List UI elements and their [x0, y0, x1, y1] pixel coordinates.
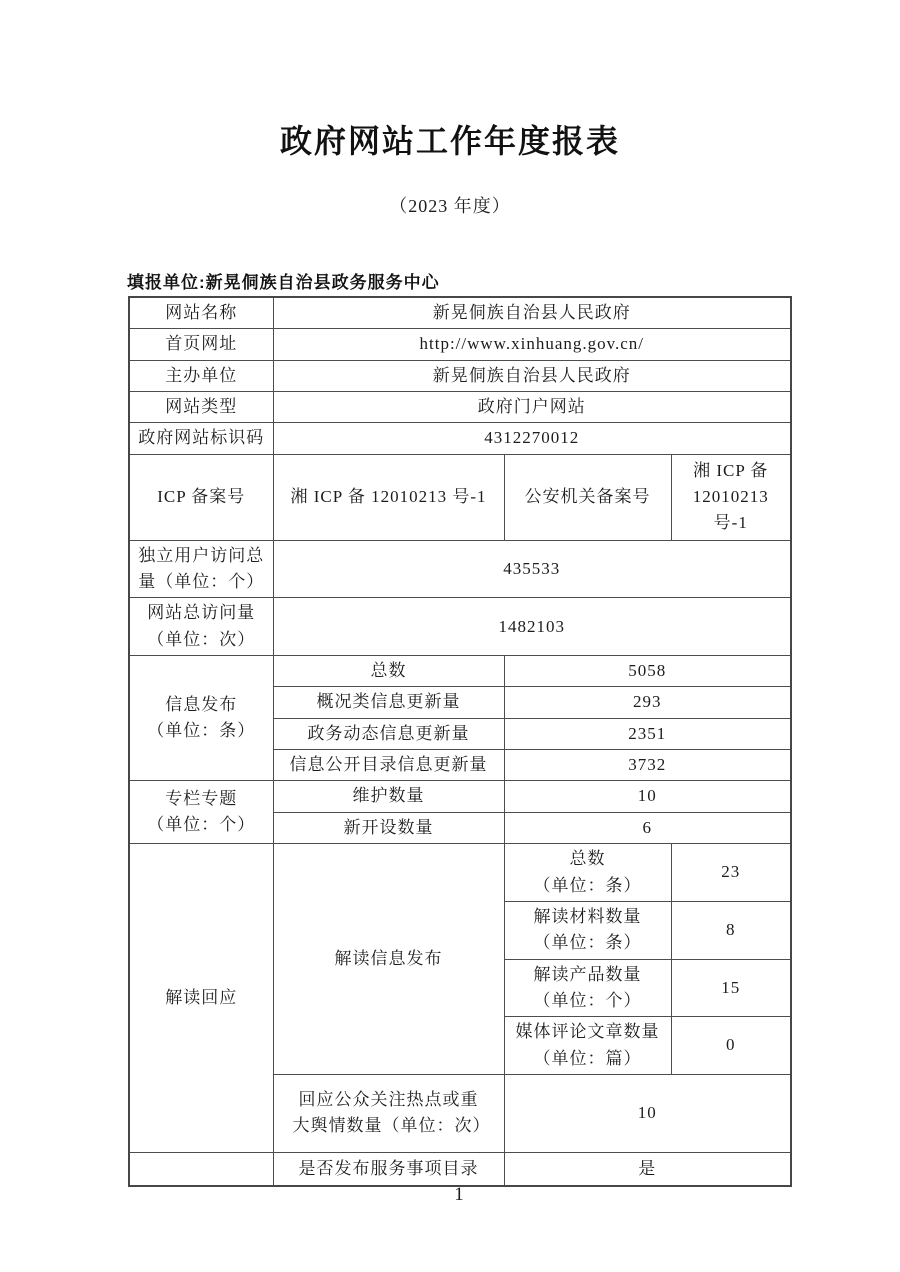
row-value: 23 — [671, 844, 791, 902]
row-value: 8 — [671, 901, 791, 959]
table-row-homepage-url — [129, 329, 791, 360]
special-topics-section-label: 专栏专题 （单位：个） — [129, 781, 273, 844]
row-label: 媒体评论文章数量 （单位：篇） — [504, 1017, 671, 1075]
interpretation-publish-label: 解读信息发布 — [273, 844, 504, 1075]
row-label: 回应公众关注热点或重大舆情数量（单位：次） — [273, 1074, 504, 1152]
row-label: 解读产品数量 （单位：个） — [504, 959, 671, 1017]
table-row-site-name — [129, 297, 791, 329]
table-row-icp — [129, 454, 791, 540]
security-record-value: 湘 ICP 备 12010213 号-1 — [671, 454, 791, 540]
page-title: 政府网站工作年度报表 — [279, 123, 620, 159]
row-label: 维护数量 — [273, 781, 504, 812]
row-value: 3732 — [504, 750, 791, 781]
table-row-interpretation-total — [129, 844, 791, 902]
info-publish-section-label: 信息发布 （单位：条） — [129, 656, 273, 781]
row-label: 信息公开目录信息更新量 — [273, 750, 504, 781]
row-value: 1482103 — [273, 598, 791, 656]
row-value: 435533 — [273, 540, 791, 598]
row-value: 6 — [504, 812, 791, 843]
row-label: 概况类信息更新量 — [273, 687, 504, 718]
icp-label: ICP 备案号 — [129, 454, 273, 540]
row-label: 网站总访问量（单位：次） — [129, 598, 273, 656]
row-value: 是 — [504, 1152, 791, 1186]
page-subtitle: （2023 年度） — [389, 196, 511, 216]
row-label: 网站名称 — [129, 297, 273, 329]
row-value: 新晃侗族自治县人民政府 — [273, 297, 791, 329]
row-label: 网站类型 — [129, 392, 273, 423]
row-label: 政府网站标识码 — [129, 423, 273, 454]
row-value: 政府门户网站 — [273, 392, 791, 423]
row-value: http://www.xinhuang.gov.cn/ — [273, 329, 791, 360]
row-value: 4312270012 — [273, 423, 791, 454]
reporting-unit-label: 填报单位: — [127, 273, 206, 292]
row-label: 首页网址 — [129, 329, 273, 360]
row-value: 5058 — [504, 656, 791, 687]
table-row-unique-visitors — [129, 540, 791, 598]
table-row-site-type — [129, 392, 791, 423]
table-row-topics-maintained — [129, 781, 791, 812]
row-value: 10 — [504, 781, 791, 812]
row-value: 293 — [504, 687, 791, 718]
row-value: 0 — [671, 1017, 791, 1075]
row-label: 总数 — [273, 656, 504, 687]
row-label: 是否发布服务事项目录 — [273, 1152, 504, 1186]
annual-report-table — [128, 296, 792, 1187]
empty-cell — [129, 1152, 273, 1186]
row-value: 10 — [504, 1074, 791, 1152]
icp-value: 湘 ICP 备 12010213 号-1 — [273, 454, 504, 540]
row-label: 解读材料数量 （单位：条） — [504, 901, 671, 959]
row-label: 总数 （单位：条） — [504, 844, 671, 902]
page-number: 1 — [454, 1184, 464, 1205]
table-row-sponsor-unit — [129, 360, 791, 391]
interpretation-section-label: 解读回应 — [129, 844, 273, 1153]
row-label: 独立用户访问总量（单位：个） — [129, 540, 273, 598]
table-row-site-id-code — [129, 423, 791, 454]
row-label: 政务动态信息更新量 — [273, 718, 504, 749]
row-value: 新晃侗族自治县人民政府 — [273, 360, 791, 391]
reporting-unit-value: 新晃侗族自治县政务服务中心 — [205, 273, 440, 292]
row-label: 主办单位 — [129, 360, 273, 391]
row-label: 新开设数量 — [273, 812, 504, 843]
table-row-info-total — [129, 656, 791, 687]
table-row-total-visits — [129, 598, 791, 656]
row-value: 2351 — [504, 718, 791, 749]
reporting-unit-line — [127, 268, 440, 293]
security-record-label: 公安机关备案号 — [504, 454, 671, 540]
table-row-service-catalog — [129, 1152, 791, 1186]
row-value: 15 — [671, 959, 791, 1017]
